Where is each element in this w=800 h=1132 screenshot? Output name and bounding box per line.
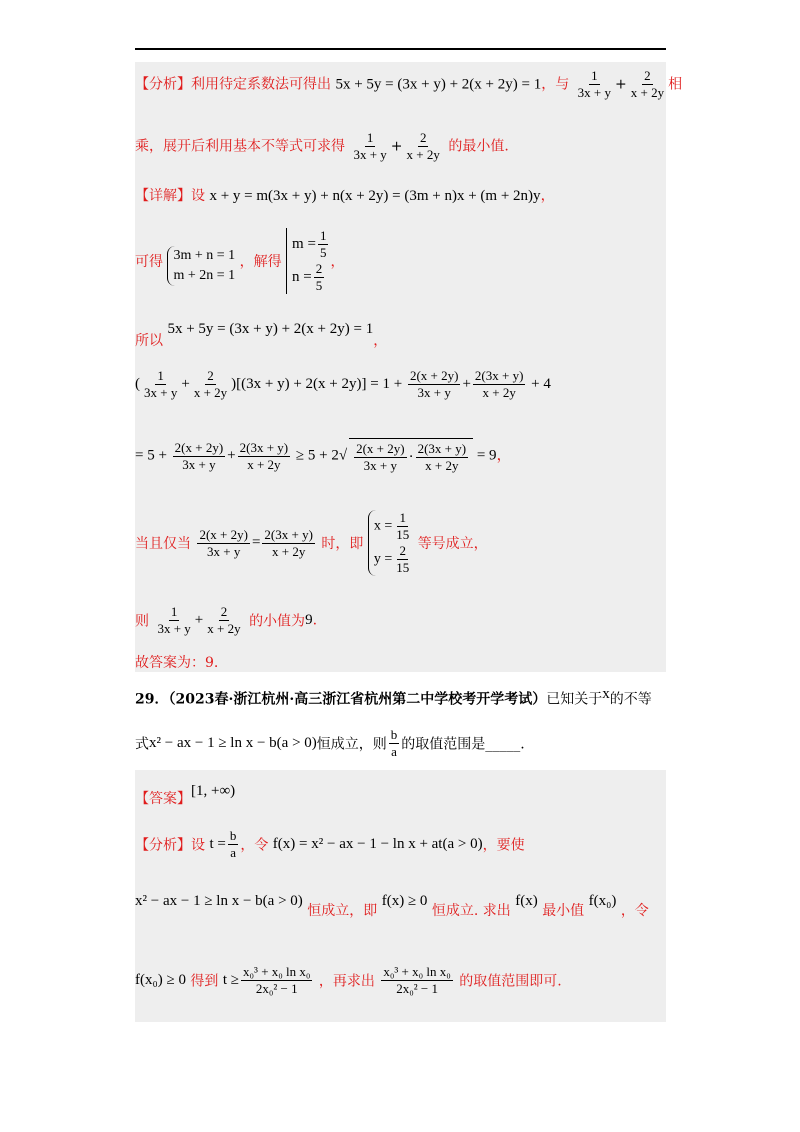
question-29-line-2: 式x² − ax − 1 ≥ ln x − b(a > 0)恒成立，则 $\frac{b}{a}$ 的取值范围是_____.	[135, 727, 525, 759]
detail-text: 设	[191, 188, 205, 204]
analysis-text: 乘，展开后利用基本不等式可求得	[135, 138, 345, 155]
detail-text: 所以	[135, 333, 163, 349]
equality-system: x = $\frac{1}{15}$ y = $\frac{2}{15}$	[368, 510, 413, 576]
analysis-text: 利用待定系数法可得出	[191, 76, 331, 93]
detail-line	[135, 185, 555, 205]
analysis-29-line-2: x² − ax − 1 ≥ ln x − b(a > 0) 恒成立，即 f(x) ≥ 0 恒成立. 求出 f(x) 最小值 f(x₀) ，令	[135, 893, 649, 919]
detail-tag: 【详解】	[135, 188, 191, 204]
equation: x + y = m(3x + y) + n(x + 2y) = (3m + n)x + (m + 2n)y	[209, 188, 541, 204]
final-answer: 故答案为：9.	[135, 655, 219, 671]
analysis-text: 相	[668, 76, 683, 93]
equation-system: 3m + n = 1 m + 2n = 1	[167, 246, 235, 286]
analysis-29-line-1: 【分析】设 t = $\frac{b}{a}$ ，令 f(x) = x² − ax − 1 − ln x + at(a > 0)，要使	[135, 828, 525, 860]
fraction: $\frac{2}{x + 2y}$	[630, 68, 665, 100]
equation: 5x + 5y = (3x + y) + 2(x + 2y) = 1	[335, 76, 542, 93]
detail-text: ，	[540, 188, 555, 204]
fraction: $\frac{2}{x + 2y}$	[406, 130, 440, 162]
analysis-line-1: 【分析】利用待定系数法可得出 5x + 5y = (3x + y) + 2(x + 2y) = 1，与 $\frac{1}{3x + y}$ + $\frac{2}{x + 2y}$ 相	[135, 68, 683, 100]
solution-system: m = $\frac{1}{5}$ n = $\frac{2}{5}$	[286, 228, 330, 294]
so-line: 所以 5x + 5y = (3x + y) + 2(x + 2y) = 1，	[135, 321, 388, 349]
fraction: $\frac{1}{3x + y}$	[577, 68, 611, 100]
detail-text: 可得	[135, 254, 163, 270]
analysis-text: ，与	[541, 76, 570, 93]
min-line: 则 $\frac{1}{3x + y}$ + $\frac{2}{x + 2y}$ 的小值为9.	[135, 604, 318, 636]
question-source: （2023春·浙江杭州·高三浙江省杭州第二中学校考开学考试）	[168, 691, 547, 708]
question-29-line-1: 29．（2023春·浙江杭州·高三浙江省杭州第二中学校考开学考试）已知关于$^x$的不等	[135, 686, 652, 708]
inequality-line: = 5 + $\frac{2(x + 2y)}{3x + y}$ + $\frac{2(3x + y)}{x + 2y}$ ≥ 5 + 2√ $\frac{2(x + 2y)}{3x + y}$ · $\frac{2(3x + y)}{x + 2y}$ = 9，	[135, 439, 512, 473]
equation: 5x + 5y = (3x + y) + 2(x + 2y) = 1	[167, 321, 374, 337]
analysis-tag: 【分析】	[135, 76, 191, 93]
system-line: 可得 3m + n = 1 m + 2n = 1 ，解得 m = $\frac{1}{5}$ n = $\frac{2}{5}$ ，	[135, 228, 345, 293]
analysis-text: 的最小值.	[448, 138, 509, 155]
equality-line: 当且仅当 $\frac{2(x + 2y)}{3x + y}$ = $\frac{2(3x + y)}{x + 2y}$ 时，即 x = $\frac{1}{15}$ y = $\frac{2}{15}$ 等号成立，	[135, 510, 488, 575]
header-rule	[135, 48, 666, 50]
question-number: 29．	[135, 691, 169, 708]
fraction: $\frac{1}{3x + y}$	[353, 130, 387, 162]
detail-text: ，解得	[239, 254, 282, 270]
answer-29: 【答案】[1, +∞)	[135, 783, 236, 807]
expansion-line: ( $\frac{1}{3x + y}$ + $\frac{2}{x + 2y}$ )[(3x + y) + 2(x + 2y)] = 1 + $\frac{2(x + 2y)}{3x + y}$ + $\frac{2(3x + y)}{x + 2y}$ + 4	[135, 368, 551, 400]
analysis-line-2: 乘，展开后利用基本不等式可求得 $\frac{1}{3x + y}$ + $\frac{2}{x + 2y}$ 的最小值.	[135, 130, 509, 162]
analysis-29-line-3: f(x₀) ≥ 0 得到 t ≥ $\frac{\text{x₀³ + x₀ ln x₀}}{\text{2x₀² − 1}}$ ，再求出 $\frac{\text{x₀³ + x₀ ln x₀}}{\text{2x₀² − 1}}$ 的取值范围即可.	[135, 964, 562, 996]
